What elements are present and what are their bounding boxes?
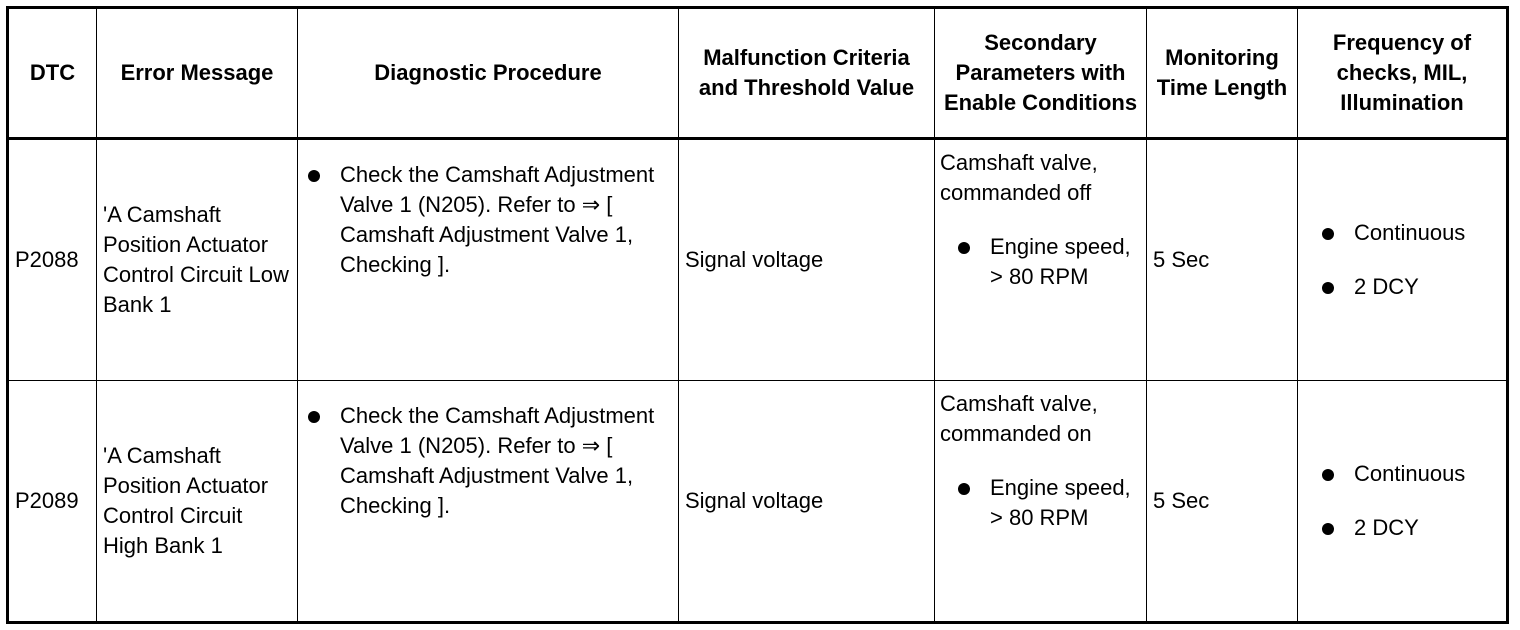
diagnostic-procedure	[298, 381, 679, 623]
secondary-intro: Camshaft valve, commanded off	[940, 150, 1098, 205]
header-monitoring-time: Monitoring Time Length	[1147, 8, 1298, 139]
header-dtc: DTC	[8, 8, 97, 139]
malfunction-criteria: Signal voltage	[679, 381, 935, 623]
dtc-code: P2088	[8, 139, 97, 381]
malfunction-criteria: Signal voltage	[679, 139, 935, 381]
monitoring-time: 5 Sec	[1147, 381, 1298, 623]
frequency-item: 2 DCY	[1318, 513, 1500, 543]
secondary-parameters	[935, 139, 1147, 381]
procedure-link-text: Check the Camshaft Adjustment Valve 1 (N205). Refer to ⇒ [ Camshaft Adjustment Valve 1, Checking ].	[340, 162, 655, 277]
secondary-intro: Camshaft valve, commanded on	[940, 391, 1098, 446]
header-secondary-parameters: Secondary Parameters with Enable Conditions	[935, 8, 1147, 139]
monitoring-time: 5 Sec	[1147, 139, 1298, 381]
frequency	[1298, 381, 1508, 623]
error-message: 'A Camshaft Position Actuator Control Circuit Low Bank 1	[97, 139, 298, 381]
table-row	[8, 381, 1508, 623]
error-message: 'A Camshaft Position Actuator Control Circuit High Bank 1	[97, 381, 298, 623]
secondary-parameters	[935, 381, 1147, 623]
dtc-code: P2089	[8, 381, 97, 623]
diagnostic-procedure	[298, 139, 679, 381]
secondary-item: Engine speed, > 80 RPM	[940, 473, 1140, 533]
procedure-item	[304, 160, 672, 280]
header-malfunction-criteria: Malfunction Criteria and Threshold Value	[679, 8, 935, 139]
frequency	[1298, 139, 1508, 381]
header-frequency: Frequency of checks, MIL, Illumination	[1298, 8, 1508, 139]
dtc-table	[6, 6, 1509, 624]
header-row	[8, 8, 1508, 139]
secondary-item: Engine speed, > 80 RPM	[940, 232, 1140, 292]
table-row	[8, 139, 1508, 381]
header-error-message: Error Message	[97, 8, 298, 139]
frequency-item: 2 DCY	[1318, 272, 1500, 302]
procedure-link-text: Check the Camshaft Adjustment Valve 1 (N205). Refer to ⇒ [ Camshaft Adjustment Valve 1, Checking ].	[340, 403, 655, 518]
procedure-item	[304, 401, 672, 521]
frequency-item: Continuous	[1318, 459, 1500, 489]
frequency-item: Continuous	[1318, 218, 1500, 248]
header-diagnostic-procedure: Diagnostic Procedure	[298, 8, 679, 139]
